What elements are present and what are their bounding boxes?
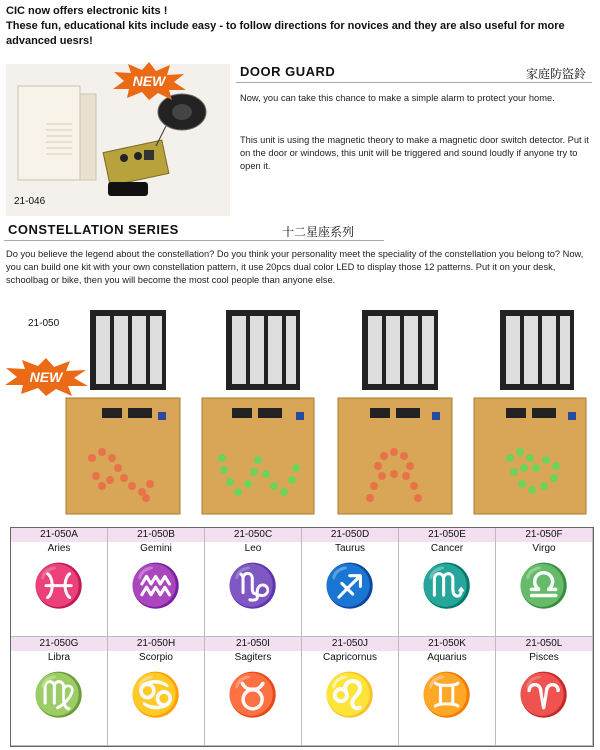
door-guard-new-badge <box>112 62 186 100</box>
zodiac-cell <box>205 528 302 637</box>
kit-board-illustration <box>62 308 182 518</box>
zodiac-symbol-icon: ♓ <box>32 561 86 609</box>
zodiac-cell <box>302 528 399 637</box>
zodiac-symbol-icon: ♐ <box>323 561 377 609</box>
zodiac-table <box>10 527 594 747</box>
zodiac-cell <box>108 637 205 746</box>
zodiac-symbol-icon: ♉ <box>226 670 280 718</box>
constellation-code: 21-050 <box>28 318 60 329</box>
zodiac-code: 21-050I <box>205 637 301 651</box>
zodiac-symbol-icon: ♎ <box>517 561 571 609</box>
zodiac-name: Pisces <box>529 652 559 663</box>
zodiac-cell <box>11 637 108 746</box>
zodiac-cell <box>496 528 593 637</box>
zodiac-code: 21-050H <box>108 637 204 651</box>
door-guard-header <box>236 64 592 83</box>
zodiac-symbol-icon: ♈ <box>517 670 571 718</box>
zodiac-cell <box>11 528 108 637</box>
zodiac-name: Capricornus <box>323 652 377 663</box>
zodiac-name: Taurus <box>334 543 365 554</box>
zodiac-cell <box>302 637 399 746</box>
zodiac-code: 21-050D <box>302 528 398 542</box>
intro-line-1: CIC now offers electronic kits ! <box>6 5 168 17</box>
zodiac-code: 21-050E <box>399 528 495 542</box>
zodiac-symbol-icon: ♏ <box>420 561 474 609</box>
new-badge-label: NEW <box>29 369 63 385</box>
constellation-kit-1 <box>62 308 182 523</box>
zodiac-name: Aquarius <box>427 652 467 663</box>
zodiac-code: 21-050L <box>496 637 592 651</box>
door-guard-paragraph-2: This unit is using the magnetic theory to make a magnetic door switch detector. Put it on the door or windows, this unit will be triggered and sound loudly if anyone try to open it. <box>240 135 589 171</box>
constellation-kit-4 <box>470 308 590 523</box>
constellation-kit-2 <box>196 308 316 523</box>
zodiac-code: 21-050B <box>108 528 204 542</box>
zodiac-cell <box>496 637 593 746</box>
zodiac-code: 21-050K <box>399 637 495 651</box>
zodiac-cell <box>205 637 302 746</box>
zodiac-name: Aries <box>47 543 71 554</box>
zodiac-symbol-icon: ♌ <box>323 670 377 718</box>
constellation-chinese-title: 十二星座系列 <box>281 225 354 239</box>
zodiac-name: Cancer <box>430 543 464 554</box>
constellation-kit-3 <box>334 308 454 523</box>
zodiac-symbol-icon: ♊ <box>420 670 474 718</box>
zodiac-symbol-icon: ♍ <box>32 670 86 718</box>
zodiac-name: Virgo <box>532 543 556 554</box>
door-guard-chinese-title: 家庭防盜鈴 <box>525 67 586 81</box>
zodiac-name: Scorpio <box>139 652 173 663</box>
kit-board-illustration <box>334 308 454 518</box>
zodiac-symbol-icon: ♑ <box>226 561 280 609</box>
zodiac-code: 21-050G <box>11 637 107 651</box>
constellation-title: CONSTELLATION SERIES <box>8 222 179 237</box>
door-guard-title: DOOR GUARD <box>240 64 336 79</box>
constellation-paragraph: Do you believe the legend about the constellation? Do you think your personality meet the speciality of the constellation you belong to? Now, you can build one kit with your own constellation pattern, it use 20pcs dual color LED to display those 12 patterns. Put it on your desk, schoolbag or bike, then you will become the most cool people than anyone else. <box>6 249 584 285</box>
kit-board-illustration <box>470 308 590 518</box>
intro <box>6 4 596 49</box>
door-guard-code: 21-046 <box>14 196 46 207</box>
zodiac-name: Leo <box>244 543 262 554</box>
zodiac-symbol-icon: ♋ <box>129 670 183 718</box>
constellation-header <box>4 222 384 241</box>
zodiac-code: 21-050A <box>11 528 107 542</box>
zodiac-name: Sagiters <box>234 652 272 663</box>
zodiac-name: Libra <box>47 652 71 663</box>
zodiac-code: 21-050F <box>496 528 592 542</box>
zodiac-symbol-icon: ♒ <box>129 561 183 609</box>
door-guard-paragraph-1: Now, you can take this chance to make a simple alarm to protect your home. <box>240 93 555 103</box>
zodiac-cell <box>399 637 496 746</box>
kit-board-illustration <box>196 308 316 518</box>
zodiac-cell <box>108 528 205 637</box>
intro-line-2: These fun, educational kits include easy - to follow directions for novices and they are also useful for more advanced uesrs! <box>6 20 565 47</box>
zodiac-cell <box>399 528 496 637</box>
zodiac-code: 21-050C <box>205 528 301 542</box>
zodiac-name: Gemini <box>140 543 172 554</box>
new-badge-label: NEW <box>132 73 166 89</box>
zodiac-code: 21-050J <box>302 637 398 651</box>
